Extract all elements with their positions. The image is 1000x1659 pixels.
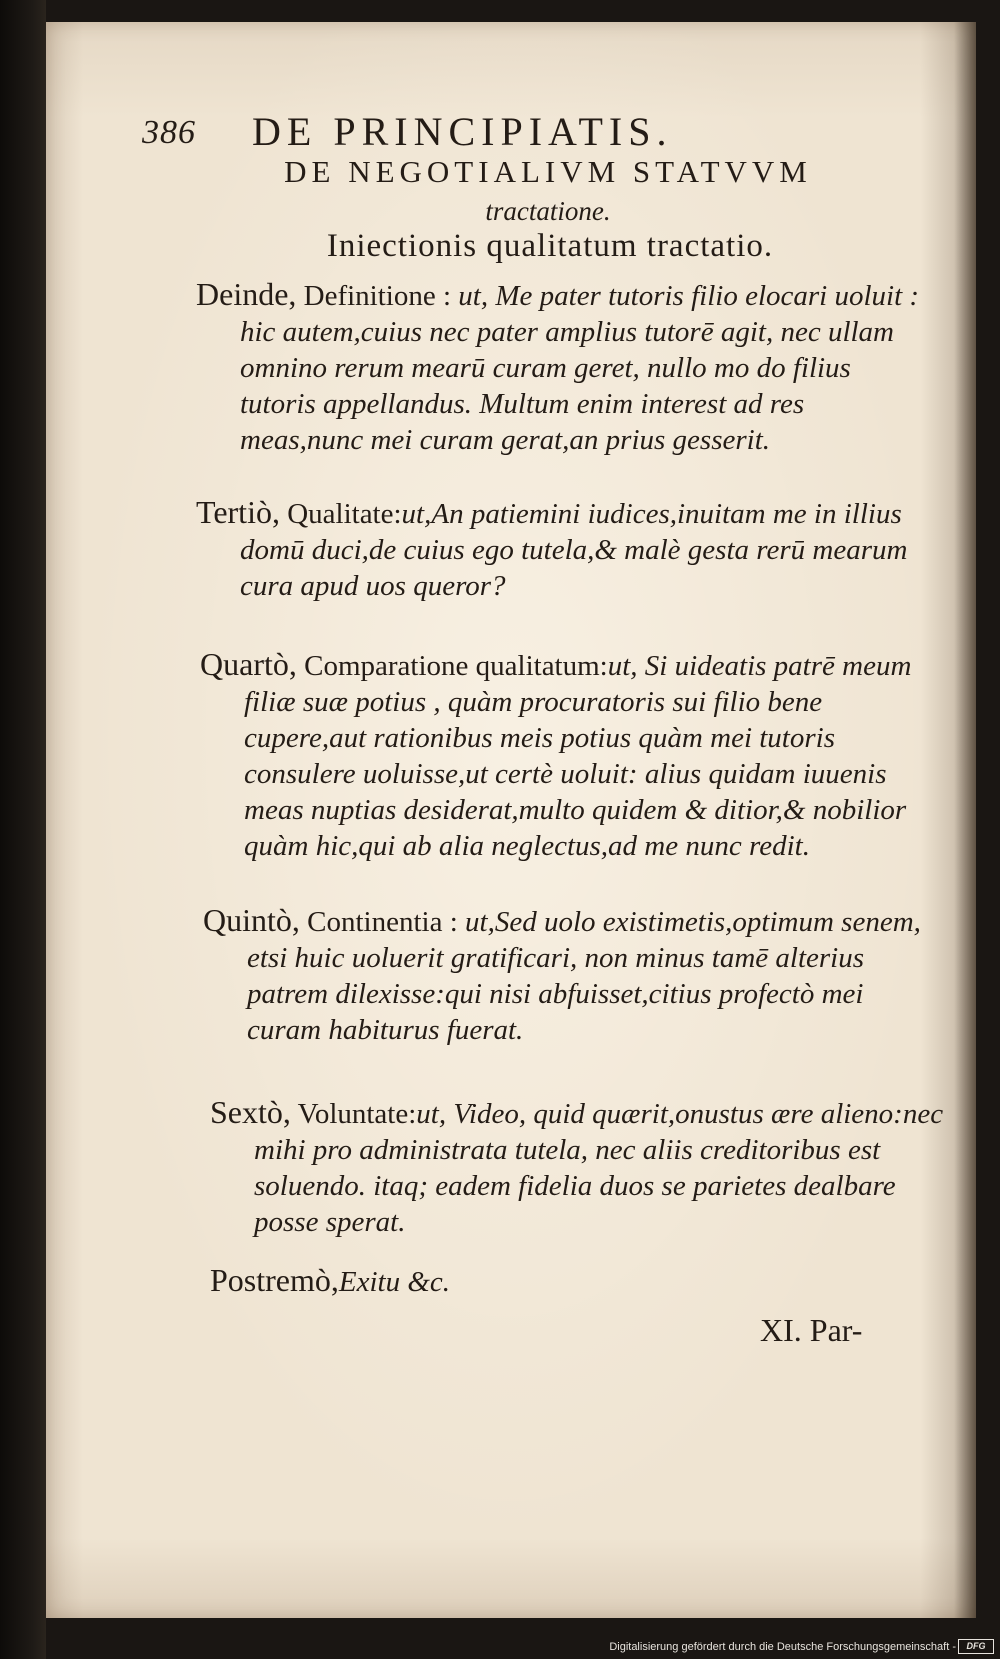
catchword: XI. Par- <box>760 1312 863 1348</box>
paragraph-body: ut,Sed uolo existimetis,optimum senem, etsi huic uoluerit gratificari, non minus tamē alterius patrem dilexisse:qui nisi abfuisset,citius profectò mei curam habiturus fuerat. <box>247 906 921 1046</box>
paragraph-lemma: Continentia : <box>299 906 458 938</box>
section-title: DE NEGOTIALIVM STATVVM <box>284 154 812 189</box>
paragraph-tertio <box>196 494 930 604</box>
paragraph-lemma: Voluntate: <box>290 1098 417 1130</box>
paragraph-lead: Quartò, <box>200 646 297 682</box>
page-header <box>142 108 782 156</box>
paragraph-deinde <box>196 276 930 458</box>
paragraph-lead: Tertiò, <box>196 494 280 530</box>
book-spine-shadow <box>0 0 46 1659</box>
section-title-continued: tractatione. <box>485 196 611 226</box>
paragraph-lemma: Qualitate: <box>279 498 402 530</box>
running-head: DE PRINCIPIATIS. <box>252 109 673 154</box>
paragraph-body: ut, Si uideatis patrē meum filiæ suæ potius , quàm procuratoris sui filio bene cupere,aut rationibus meis potius quàm mei tutoris consulere uoluisse,ut certè uoluit: alius quidam iuuenis meas nuptias desiderat,multo quidem & ditior,& nobilior quàm hic,qui ab alia neglectus,ad me nunc redit. <box>244 650 912 862</box>
paragraph-body: ut, Me pater tutoris filio elocari uoluit : hic autem,cuius nec pater amplius tutorē agit, nec ullam omnino rerum mearū curam geret, nullo mo do filius tutoris appellandus. Multum enim interest ad res meas,nunc mei curam gerat,an prius gesserit. <box>240 280 920 456</box>
paragraph-body: ut,An patiemini iudices,inuitam me in illius domū duci,de cuius ego tutela,& malè gesta rerū mearum cura apud uos queror? <box>240 498 908 602</box>
paragraph-postremo <box>210 1262 900 1300</box>
paragraph-lead: Postremò, <box>210 1262 339 1298</box>
dfg-logo: DFG <box>958 1639 994 1654</box>
paragraph-body: Exitu &c. <box>338 1266 451 1298</box>
paragraph-quinto <box>203 902 937 1048</box>
paragraph-lead: Deinde, <box>196 276 297 312</box>
paragraph-sexto <box>210 1094 944 1240</box>
page-number: 386 <box>142 114 196 151</box>
subsection-title: Iniectionis qualitatum tractatio. <box>326 228 774 264</box>
paragraph-body: ut, Video, quid quærit,onustus ære alieno:nec mihi pro administrata tutela, nec aliis creditoribus est soluendo. itaq; eadem fidelia duos se parietes dealbare posse sperat. <box>254 1098 944 1238</box>
digitization-credit: Digitalisierung gefördert durch die Deutsche Forschungsgemeinschaft - <box>609 1641 956 1653</box>
paragraph-lead: Quintò, <box>203 902 300 938</box>
paragraph-lead: Sextò, <box>210 1094 291 1130</box>
paragraph-lemma: Definitione : <box>296 280 452 312</box>
paragraph-lemma: Comparatione qualitatum: <box>296 650 608 682</box>
paragraph-quarto <box>200 646 934 864</box>
